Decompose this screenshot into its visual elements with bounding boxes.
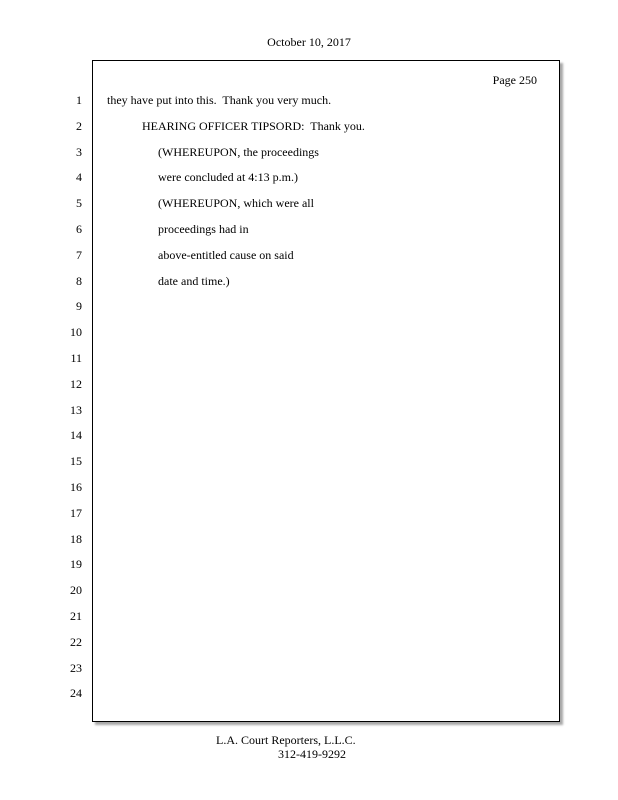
line-number: 24 (70, 686, 82, 701)
line-number: 1 (76, 93, 82, 107)
transcript-date: October 10, 2017 (267, 35, 351, 49)
line-number: 11 (70, 350, 82, 365)
line-number: 23 (70, 660, 82, 675)
line-number: 13 (70, 402, 82, 417)
line-number: 9 (76, 299, 82, 314)
transcript-line: they have put into this. Thank you very much. (107, 93, 332, 107)
line-number: 10 (70, 325, 82, 340)
transcript-line: were concluded at 4:13 p.m.) (158, 170, 298, 185)
footer-company: L.A. Court Reporters, L.L.C. (216, 733, 356, 747)
line-number: 22 (70, 634, 82, 649)
line-number: 3 (76, 144, 82, 159)
line-number: 4 (76, 170, 82, 185)
line-number: 21 (70, 608, 82, 623)
line-number: 17 (70, 505, 82, 520)
transcript-line: above-entitled cause on said (158, 247, 294, 262)
page-number: Page 250 (492, 73, 537, 87)
line-number: 7 (76, 247, 82, 262)
transcript-line: date and time.) (158, 273, 230, 288)
line-number: 8 (76, 273, 82, 288)
line-number: 2 (76, 118, 82, 133)
footer-phone: 312-419-9292 (278, 747, 346, 761)
line-number: 6 (76, 221, 82, 236)
transcript-line: (WHEREUPON, which were all (158, 196, 314, 211)
transcript-line: (WHEREUPON, the proceedings (158, 144, 319, 159)
transcript-text (92, 88, 558, 294)
line-number: 16 (70, 479, 82, 494)
line-number: 14 (70, 428, 82, 443)
line-number: 12 (70, 376, 82, 391)
line-number: 15 (70, 454, 82, 469)
line-number: 5 (76, 196, 82, 211)
transcript-line: proceedings had in (158, 221, 249, 236)
transcript-line: HEARING OFFICER TIPSORD: Thank you. (142, 118, 365, 133)
line-number-column (0, 88, 82, 707)
line-number: 20 (70, 583, 82, 598)
line-number: 19 (70, 557, 82, 572)
line-number: 18 (70, 531, 82, 546)
